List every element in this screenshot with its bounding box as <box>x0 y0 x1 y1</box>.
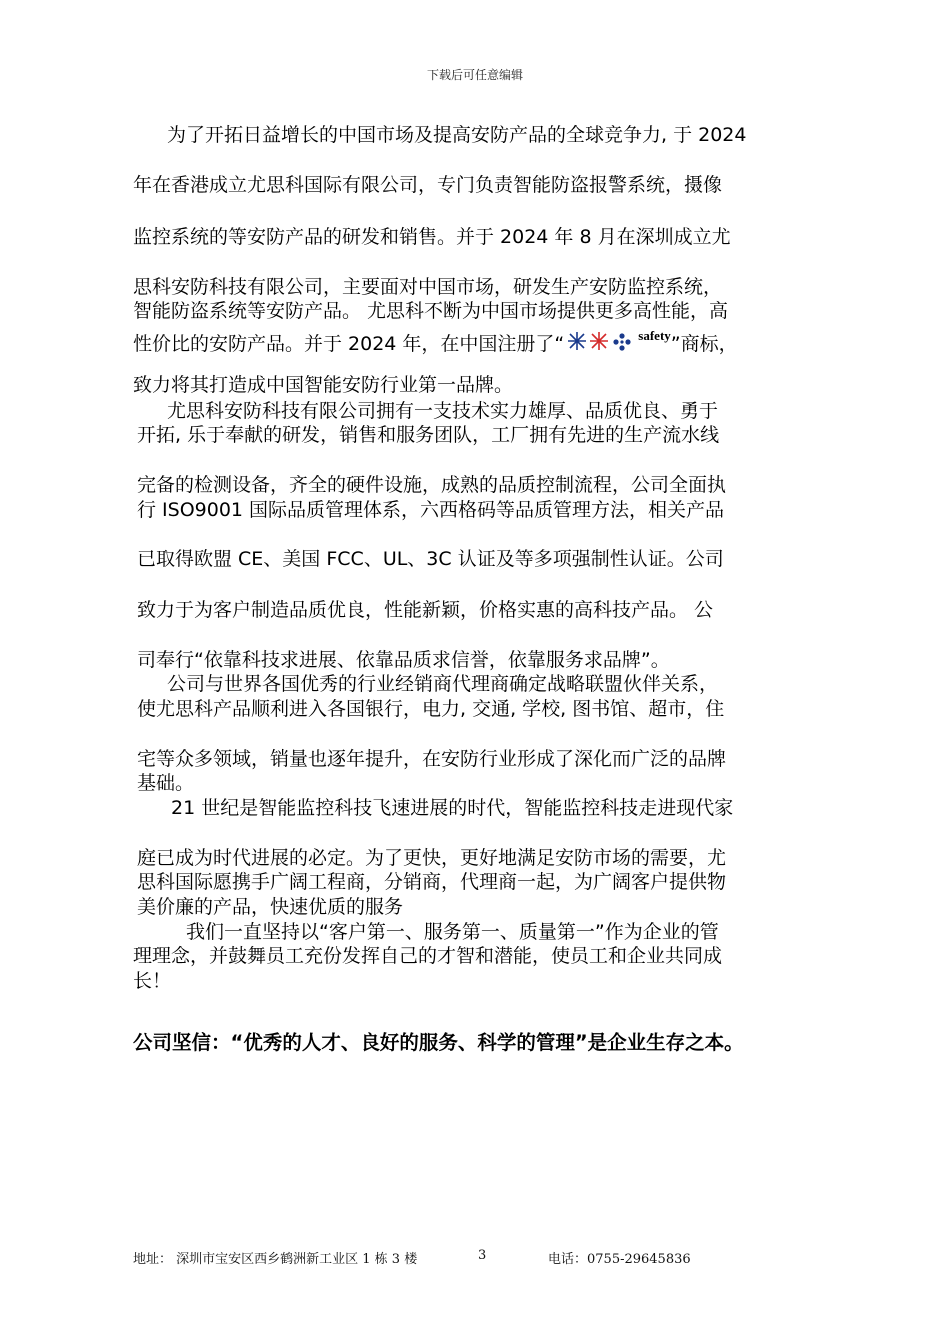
body-line-5: 智能防盗系统等安防产品。 尤思科不断为中国市场提供更多高性能，高 <box>133 300 729 322</box>
body-line-8: 尤思科安防科技有限公司拥有一支技术实力雄厚、品质优良、勇于 <box>167 400 719 422</box>
body-line-17: 宅等众多领域，销量也逐年提升，在安防行业形成了深化而广泛的品牌 <box>137 748 727 770</box>
body-line-25: 长！ <box>133 970 172 992</box>
footer-phone: 电话：0755-29645836 <box>548 1252 691 1267</box>
body-line-11: 行 ISO9001 国际品质管理体系，六西格码等品质管理方法，相关产品 <box>137 499 725 521</box>
body-line-20: 庭已成为时代进展的必定。为了更快，更好地满足安防市场的需要，尤 <box>137 847 727 869</box>
header-note: 下载后可任意编辑 <box>426 68 523 82</box>
body-line-6-end: ”商标， <box>670 333 738 355</box>
body-line-14: 司奉行“依靠科技求进展、依靠品质求信誉，依靠服务求品牌”。 <box>137 649 670 671</box>
page-number: 3 <box>478 1248 487 1263</box>
body-line-1: 为了开拓日益增长的中国市场及提高安防产品的全球竞争力, 于 2024 <box>167 124 747 146</box>
body-line-19: 21 世纪是智能监控科技飞速进展的时代，智能监控科技走进现代家 <box>171 797 734 819</box>
body-line-9: 开拓, 乐于奉献的研发，销售和服务团队，工厂拥有先进的生产流水线 <box>137 424 720 446</box>
body-line-10: 完备的检测设备，齐全的硬件设施，成熟的品质控制流程，公司全面执 <box>137 474 727 496</box>
safety-logo-icon <box>566 329 636 360</box>
closing-statement: 公司坚信：“优秀的人才、良好的服务、科学的管理”是企业生存之本。 <box>133 1031 744 1054</box>
body-line-23: 我们一直坚持以“客户第一、服务第一、质量第一”作为企业的管 <box>186 921 719 943</box>
logo-text: safety <box>638 328 671 343</box>
body-line-21: 思科国际愿携手广阔工程商，分销商，代理商一起，为广阔客户提供物 <box>137 871 727 893</box>
body-line-15: 公司与世界各国优秀的行业经销商代理商确定战略联盟伙伴关系， <box>167 673 719 695</box>
body-line-4: 思科安防科技有限公司，主要面对中国市场，研发生产安防监控系统， <box>133 276 723 298</box>
body-line-6-start: 性价比的安防产品。并于 2024 年，在中国注册了“ <box>133 333 565 355</box>
body-line-22: 美价廉的产品，快速优质的服务 <box>137 896 404 918</box>
body-line-3: 监控系统的等安防产品的研发和销售。并于 2024 年 8 月在深圳成立尤 <box>133 226 731 248</box>
body-line-6 <box>133 323 738 360</box>
body-line-7: 致力将其打造成中国智能安防行业第一品牌。 <box>133 374 514 396</box>
footer-address: 地址： 深圳市宝安区西乡鹤洲新工业区 1 栋 3 楼 <box>133 1252 418 1267</box>
body-line-18: 基础。 <box>137 772 195 794</box>
body-line-12: 已取得欧盟 CE、美国 FCC、UL、3C 认证及等多项强制性认证。公司 <box>137 548 724 570</box>
body-line-13: 致力于为客户制造品质优良，性能新颖，价格实惠的高科技产品。 公 <box>137 599 714 621</box>
body-line-2: 年在香港成立尤思科国际有限公司，专门负责智能防盗报警系统，摄像 <box>133 174 723 196</box>
body-line-24: 理理念，并鼓舞员工充份发挥自己的才智和潜能，使员工和企业共同成 <box>133 945 723 967</box>
body-line-16: 使尤思科产品顺利进入各国银行，电力, 交通, 学校, 图书馆、超市，住 <box>137 698 725 720</box>
